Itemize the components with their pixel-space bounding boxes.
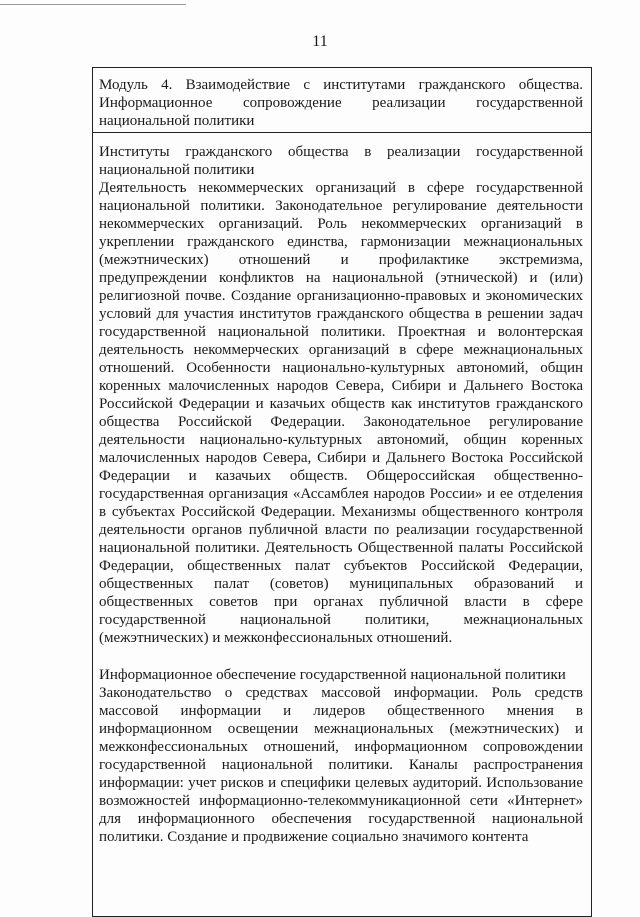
section-body: Деятельность некоммерческих организаций в сфере государственной национальной политики. Законодательное регулирование деятельности некоммерческих организаций. Роль некоммерческих организаций в укреплении гражданского единства, гармонизации межнациональных (межэтнических) отношений и профилактике экстремизма, предупреждении конфликтов на национальной (этнической) и (или) религиозной почве. Создание организационно-правовых и экономических условий для участия институтов гражданского общества в решении задач государственной национальной политики. Проектная и волонтерская деятельность некоммерческих организаций в сфере межнациональных отношений. Особенности национально-культурных автономий, общин коренных малочисленных народов Севера, Сибири и Дальнего Востока Российской Федерации и казачьих обществ как институтов гражданского общества Российской Федерации. Законодательное регулирование деятельности национально-культурных автономий, общин коренных малочисленных народов Севера, Сибири и Дальнего Востока Российской Федерации и казачьих обществ. Общероссийская общественно-государственная организация «Ассамблея народов России» и ее отделения в субъектах Российской Федерации. Механизмы общественного контроля деятельности органов публичной власти по реализации государственной национальной политики. Деятельность Общественной палаты Российской Федерации, общественных палат субъектов Российской Федерации, общественных палат (советов) муниципальных образований и общественных советов при органах публичной власти в сфере государственной национальной политики, межнациональных (межэтнических) и межконфессиональных отношений. bbox=[99, 180, 583, 646]
section-heading: Информационное обеспечение государственной национальной политики bbox=[99, 667, 566, 683]
section-civil-society bbox=[99, 143, 583, 647]
section-information-support bbox=[99, 666, 583, 846]
top-rule bbox=[0, 4, 186, 5]
section-heading: Институты гражданского общества в реализации государственной национальной политики bbox=[99, 144, 583, 178]
page-number: 11 bbox=[312, 33, 328, 50]
module-title: Модуль 4. Взаимодействие с институтами гражданского общества. Информационное сопровождение реализации государственной национальной политики bbox=[99, 77, 583, 129]
section-body: Законодательство о средствах массовой информации. Роль средств массовой информации и лидеров общественного мнения в информационном освещении межнациональных (межэтнических) и межконфессиональных отношений, информационном сопровождении государственной национальной политики. Каналы распространения информации: учет рисков и специфики целевых аудиторий. Использование возможностей информационно-телекоммуникационной сети «Интернет» для информационного обеспечения государственной национальной политики. Создание и продвижение социально значимого контента bbox=[99, 685, 583, 845]
content-table bbox=[92, 67, 592, 917]
table-divider bbox=[93, 132, 591, 133]
